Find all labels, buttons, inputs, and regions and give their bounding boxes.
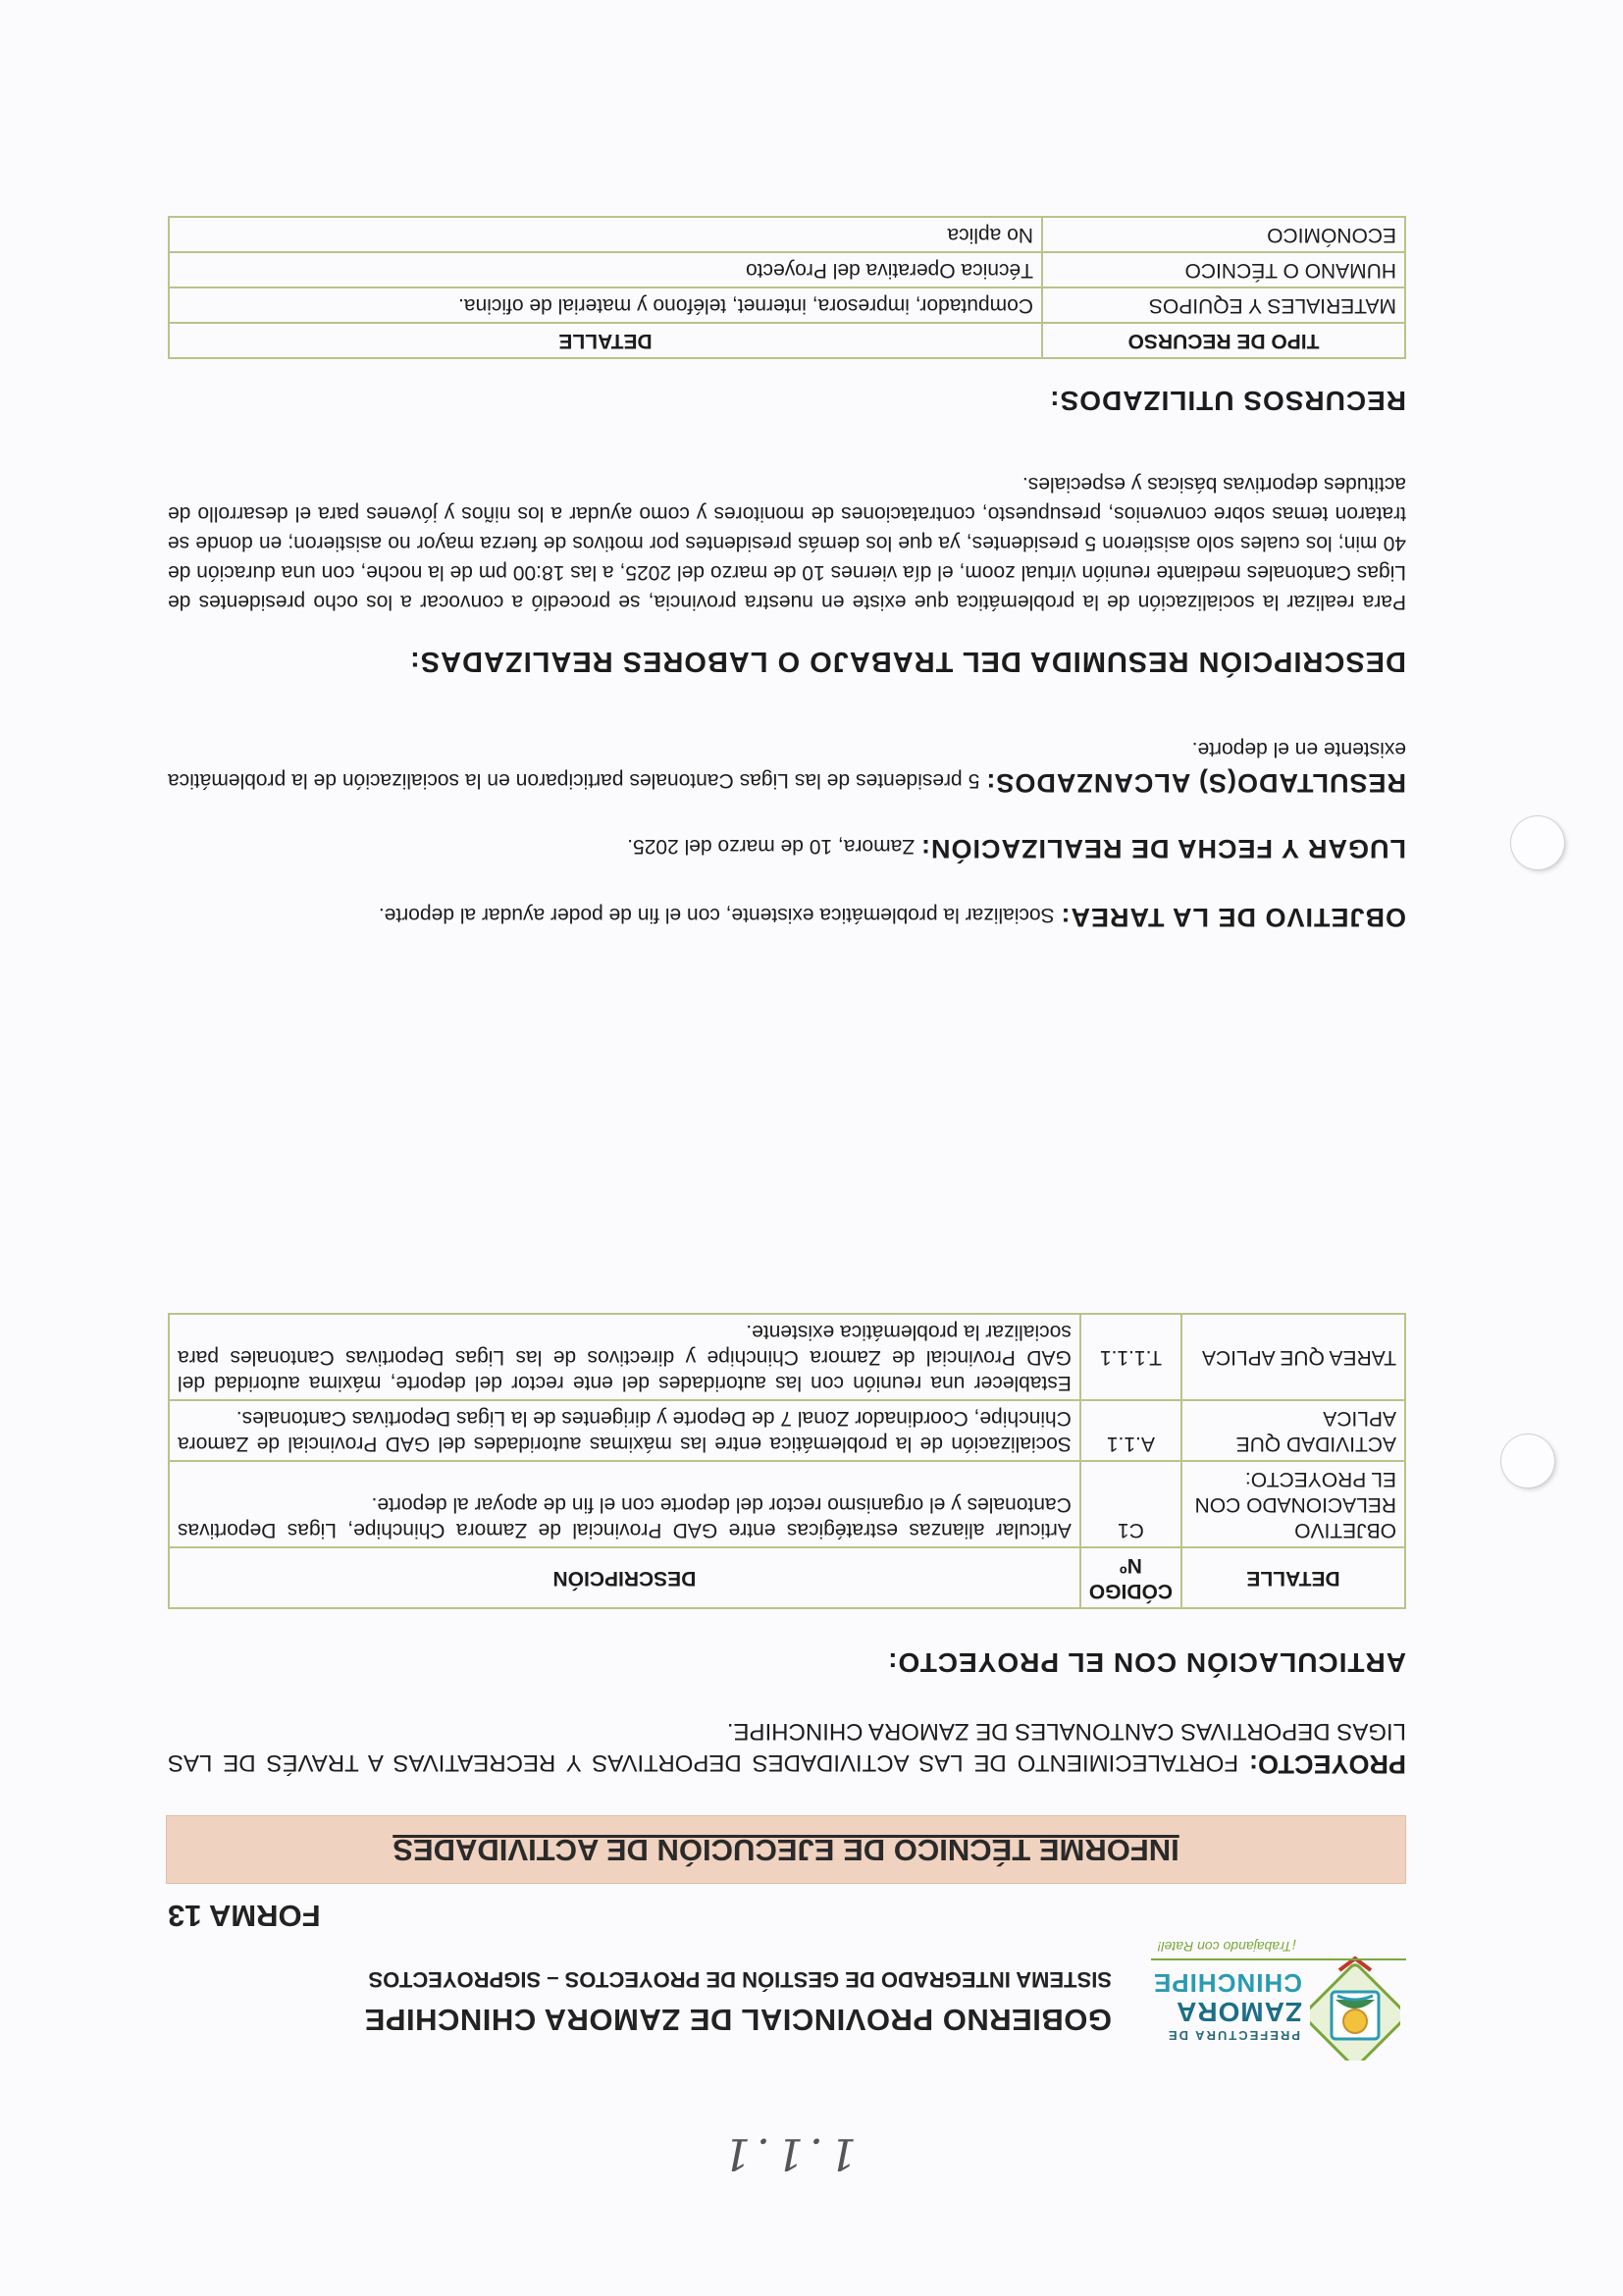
- column-header-descripcion: DESCRIPCIÓN: [169, 1547, 1080, 1608]
- proyecto-section: [168, 1715, 1406, 1780]
- row-codigo: A.1.1: [1080, 1400, 1181, 1461]
- logo-org-name-zamora: ZAMORA: [1176, 1997, 1302, 2027]
- logo-org-top: PREFECTURA DE: [1166, 2028, 1300, 2043]
- table-row: [169, 252, 1405, 287]
- logo-divider: [1151, 1958, 1406, 1960]
- resultados-text: 5 presidentes de las Ligas Cantonales participaron en la socialización de la problemática existente en el deporte.: [168, 738, 1406, 792]
- column-header-codigo: CÓDIGO Nº: [1080, 1547, 1181, 1608]
- row-detalle: TAREA QUE APLICA: [1181, 1314, 1405, 1400]
- objetivo-tarea-text: Socializar la problemática existente, con el fin de poder ayudar al deporte.: [378, 904, 1061, 926]
- descripcion-text: Para realizar la socialización de la problemática que existe en nuestra provincia, se procedió a convocar a los ocho presidentes de Ligas Cantonales mediante reunión virtual zoom, el día viernes 10 de marzo del 2025, a las 18:00 pm de la noche, con una duración de 40 min; los cuales solo asistieron 5 presidentes, ya que los demás presidentes por motivos de fuerza mayor no asistieron; en donde se trataron temas sobre convenios, presupuesto, contrataciones de monitores y como ayudar a los niños y jóvenes para el desarrollo de actitudes deportivas básicas y especiales.: [168, 473, 1406, 613]
- objetivo-tarea-label: OBJETIVO DE LA TAREA:: [1060, 903, 1406, 932]
- header-title: GOBIERNO PROVINCIAL DE ZAMORA CHINCHIPE: [364, 2003, 1112, 2037]
- objetivo-tarea-section: [168, 902, 1406, 932]
- resultados-label: RESULTADO(S) ALCANZADOS:: [985, 768, 1406, 798]
- row-detalle: ACTIVIDAD QUE APLICA: [1181, 1400, 1405, 1461]
- table-header-row: [169, 1547, 1405, 1608]
- logo-slogan: ¡Trabajando con Ratel!: [1157, 1939, 1296, 1955]
- table-row: [169, 217, 1405, 252]
- table-header-row: [169, 323, 1405, 358]
- row-tipo: HUMANO O TÉCNICO: [1042, 252, 1405, 287]
- row-detalle: OBJETIVO RELACIONADO CON EL PROYECTO:: [1181, 1461, 1405, 1547]
- row-descripcion: Establecer una reunión con las autoridades del ente rector del deporte, máxima autoridad del GAD Provincial de Zamora Chinchipe y directivos de las Ligas Deportivas Cantonales para socializar la problemática existente.: [169, 1314, 1080, 1400]
- logo-org-name-chinchipe: CHINCHIPE: [1152, 1968, 1302, 1998]
- row-detalle: No aplica: [169, 217, 1042, 252]
- resultados-section: [168, 733, 1406, 799]
- proyecto-text: FORTALECIMIENTO DE LAS ACTIVIDADES DEPORTIVAS Y RECREATIVAS A TRAVÉS DE LAS LIGAS DEPORTIVAS CANTONALES DE ZAMORA CHINCHIPE.: [168, 1718, 1406, 1776]
- table-row: [169, 287, 1405, 323]
- table-row: [169, 1461, 1405, 1547]
- lugar-fecha-label: LUGAR Y FECHA DE REALIZACIÓN:: [919, 834, 1406, 863]
- row-tipo: MATERIALES Y EQUIPOS: [1042, 287, 1405, 323]
- row-detalle: Técnica Operativa del Proyecto: [169, 252, 1042, 287]
- form-number: FORMA 13: [168, 1899, 321, 1933]
- lugar-fecha-section: [168, 833, 1406, 863]
- articulacion-table-wrapper: [168, 1313, 1406, 1609]
- handwritten-page-number: 1.1.1: [717, 2128, 857, 2178]
- column-header-tipo: TIPO DE RECURSO: [1042, 323, 1405, 358]
- document-body: [168, 224, 1406, 2178]
- recursos-heading: RECURSOS UTILIZADOS:: [1049, 386, 1406, 416]
- row-descripcion: Socialización de la problemática entre las máximas autoridades del GAD Provincial de Zamora Chinchipe, Coordinador Zonal 7 de Deporte y dirigentes de la Ligas Deportivas Cantonales.: [169, 1400, 1080, 1461]
- coat-of-arms-icon: [1310, 1955, 1400, 2061]
- punch-hole: [1501, 1435, 1554, 1487]
- articulacion-table: [168, 1313, 1406, 1609]
- row-tipo: ECONÓMICO: [1042, 217, 1405, 252]
- report-title-banner: INFORME TÉCNICO DE EJECUCIÓN DE ACTIVIDADES: [166, 1815, 1406, 1884]
- articulacion-heading: ARTICULACIÓN CON EL PROYECTO:: [887, 1647, 1406, 1678]
- recursos-table-wrapper: [168, 216, 1406, 359]
- lugar-fecha-text: Zamora, 10 de marzo del 2025.: [627, 835, 920, 858]
- row-codigo: C1: [1080, 1461, 1181, 1547]
- recursos-table: [168, 216, 1406, 359]
- table-row: [169, 1400, 1405, 1461]
- prefecture-logo: [1151, 1938, 1406, 2070]
- proyecto-label: PROYECTO:: [1248, 1749, 1406, 1779]
- descripcion-heading: DESCRIPCIÓN RESUMIDA DEL TRABAJO O LABORES REALIZADAS:: [409, 646, 1406, 677]
- punch-hole: [1511, 816, 1564, 869]
- table-row: [169, 1314, 1405, 1400]
- row-descripcion: Articular alianzas estratégicas entre GAD Provincial de Zamora Chinchipe, Ligas Deportivas Cantonales y el organismo rector del deporte con el fin de apoyar al deporte.: [169, 1461, 1080, 1547]
- row-detalle: Computador, impresora, internet, teléfono y material de oficina.: [169, 287, 1042, 323]
- header-subtitle: SISTEMA INTEGRADO DE GESTIÓN DE PROYECTOS – SIGPROYECTOS: [368, 1967, 1112, 1992]
- document-header: [168, 1933, 1406, 2070]
- column-header-detalle: DETALLE: [1181, 1547, 1405, 1608]
- column-header-detalle: DETALLE: [169, 323, 1042, 358]
- row-codigo: T.1.1.1: [1080, 1314, 1181, 1400]
